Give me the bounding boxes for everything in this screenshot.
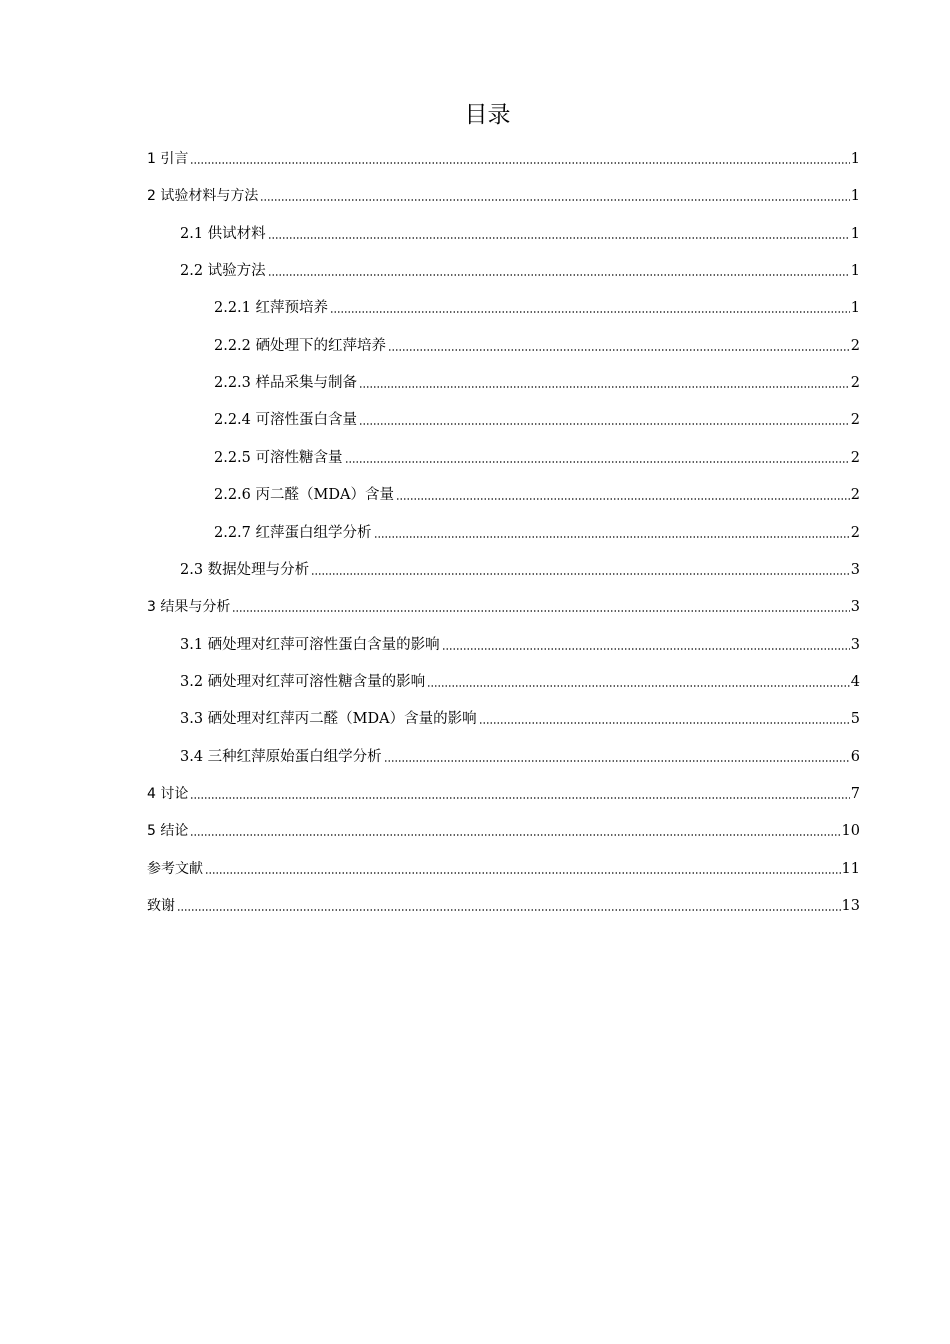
toc-dot-leader <box>260 198 849 202</box>
toc-dot-leader <box>190 796 849 800</box>
toc-entry-page-number: 5 <box>850 711 860 728</box>
toc-dot-leader <box>479 721 850 725</box>
toc-dot-leader <box>205 871 841 875</box>
toc-entry[interactable] <box>147 858 860 880</box>
toc-entry[interactable] <box>147 820 860 842</box>
toc-entry[interactable] <box>147 185 860 207</box>
toc-entry-page-number: 6 <box>850 748 860 765</box>
toc-dot-leader <box>359 422 850 426</box>
toc-entry[interactable] <box>147 596 860 618</box>
toc-entry-page-number: 2 <box>850 337 860 354</box>
toc-entry-label: 3.2 硒处理对红萍可溶性糖含量的影响 <box>180 673 426 690</box>
toc-dot-leader <box>268 236 850 240</box>
toc-entry-page-number: 11 <box>841 860 860 877</box>
toc-entry-page-number: 2 <box>850 524 860 541</box>
toc-entry-page-number: 2 <box>850 487 860 504</box>
toc-dot-leader <box>388 348 850 352</box>
toc-entry-page-number: 10 <box>841 823 860 840</box>
toc-dot-leader <box>359 385 850 389</box>
toc-entry-label: 2.1 供试材料 <box>180 225 266 242</box>
toc-entry[interactable] <box>180 746 860 768</box>
toc-entry-page-number: 7 <box>850 786 860 802</box>
toc-dot-leader <box>190 161 849 165</box>
toc-entry-label: 2.2.3 样品采集与制备 <box>214 375 358 392</box>
toc-entry-label: 3.1 硒处理对红萍可溶性蛋白含量的影响 <box>180 636 440 653</box>
toc-title: 目录 <box>464 102 511 128</box>
toc-dot-leader <box>268 273 850 277</box>
toc-entry-page-number: 1 <box>850 151 860 167</box>
toc-entry[interactable] <box>214 522 860 544</box>
toc-entry[interactable] <box>147 783 860 805</box>
toc-dot-leader <box>177 908 841 912</box>
toc-entry-page-number: 4 <box>850 673 860 690</box>
toc-entry-label: 致谢 <box>147 898 175 914</box>
toc-dot-leader <box>374 535 850 539</box>
toc-dot-leader <box>330 310 850 314</box>
toc-entry-label: 1 引言 <box>147 151 189 167</box>
toc-dot-leader <box>442 647 850 651</box>
toc-entry[interactable] <box>180 260 860 282</box>
toc-entry[interactable] <box>214 297 860 319</box>
toc-entry-label: 参考文献 <box>147 860 203 877</box>
toc-entry-page-number: 2 <box>850 449 860 466</box>
toc-entry-label: 2.3 数据处理与分析 <box>180 561 310 578</box>
toc-entry-page-number: 3 <box>850 636 860 653</box>
toc-entry-label: 4 讨论 <box>147 786 189 802</box>
toc-dot-leader <box>396 497 850 501</box>
toc-entry-page-number: 1 <box>850 300 860 317</box>
toc-entry-page-number: 1 <box>850 188 860 205</box>
toc-entry-label: 3.3 硒处理对红萍丙二醛（MDA）含量的影响 <box>180 711 477 728</box>
toc-entry[interactable] <box>180 559 860 581</box>
toc-entry[interactable] <box>214 409 860 431</box>
toc-entry-label: 2.2.1 红萍预培养 <box>214 300 329 317</box>
toc-entry[interactable] <box>214 484 860 506</box>
toc-entry-label: 2.2.6 丙二醛（MDA）含量 <box>214 487 394 504</box>
toc-entry-page-number: 1 <box>850 263 860 280</box>
toc-entry-label: 3 结果与分析 <box>147 599 231 616</box>
toc-entry-page-number: 2 <box>850 412 860 429</box>
toc-entry-label: 2.2.7 红萍蛋白组学分析 <box>214 524 372 541</box>
toc-dot-leader <box>232 609 849 613</box>
toc-dot-leader <box>427 684 850 688</box>
toc-entry[interactable] <box>214 372 860 394</box>
toc-entry-label: 5 结论 <box>147 823 189 840</box>
toc-entry-label: 2 试验材料与方法 <box>147 188 259 205</box>
toc-entry[interactable] <box>180 708 860 730</box>
toc-entry-page-number: 3 <box>850 561 860 578</box>
toc-entry[interactable] <box>180 223 860 245</box>
toc-entry-page-number: 2 <box>850 375 860 392</box>
toc-entry[interactable] <box>214 335 860 357</box>
toc-entry-label: 2.2.4 可溶性蛋白含量 <box>214 412 358 429</box>
toc-entry-label: 3.4 三种红萍原始蛋白组学分析 <box>180 748 382 765</box>
toc-entry-label: 2.2 试验方法 <box>180 263 266 280</box>
toc-dot-leader <box>190 833 840 837</box>
toc-entry[interactable] <box>214 447 860 469</box>
toc-entry-page-number: 3 <box>850 599 860 616</box>
toc-entry[interactable] <box>147 895 860 917</box>
toc-entry[interactable] <box>180 634 860 656</box>
toc-entry-page-number: 1 <box>850 225 860 242</box>
toc-entry[interactable] <box>180 671 860 693</box>
toc-entry-label: 2.2.5 可溶性糖含量 <box>214 449 343 466</box>
toc-entry-label: 2.2.2 硒处理下的红萍培养 <box>214 337 387 354</box>
toc-dot-leader <box>384 759 850 763</box>
toc-dot-leader <box>311 572 850 576</box>
toc-dot-leader <box>345 460 850 464</box>
toc-entry-page-number: 13 <box>841 898 860 914</box>
toc-entry[interactable] <box>147 148 860 170</box>
